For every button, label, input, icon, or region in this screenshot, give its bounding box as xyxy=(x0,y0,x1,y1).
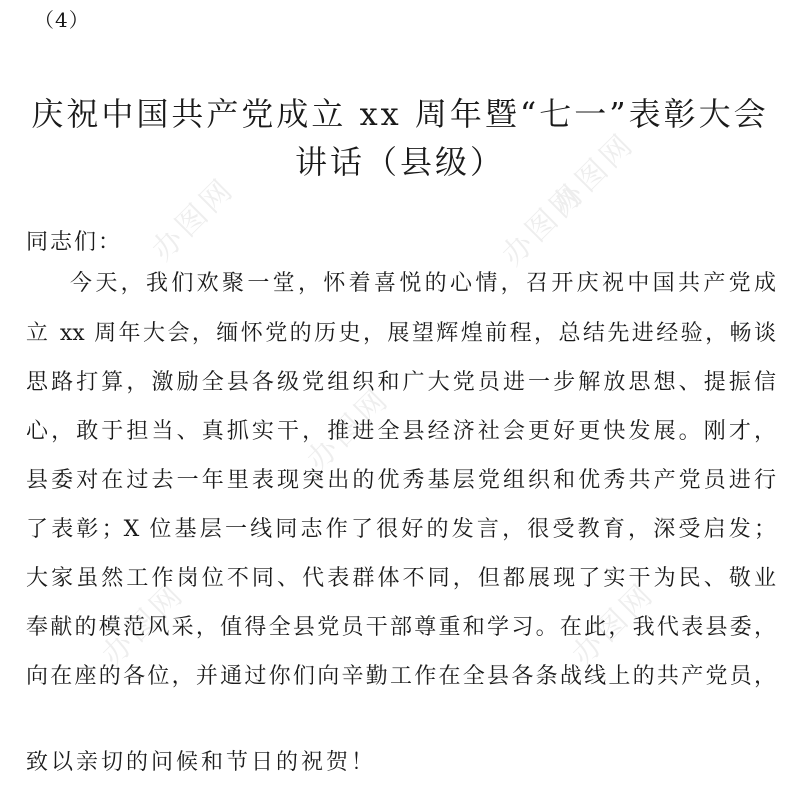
page-number: （4） xyxy=(34,8,90,32)
watermark: 办图网 xyxy=(95,576,192,673)
salutation: 同志们： xyxy=(26,230,123,255)
body-line: 了表彰；X 位基层一线同志作了很好的发言，很受教育，深受启发； xyxy=(26,517,776,542)
watermark: 办图网 xyxy=(495,176,592,273)
body-line: 心，敢于担当、真抓实干，推进全县经济社会更好更快发展。刚才， xyxy=(26,419,776,444)
closing-line: 致以亲切的问候和节日的祝贺！ xyxy=(26,750,377,775)
watermark: 办图网 xyxy=(145,171,242,268)
body-line: 今天，我们欢聚一堂，怀着喜悦的心情，召开庆祝中国共产党成 xyxy=(70,271,776,296)
watermark: 办图网 xyxy=(565,576,662,673)
body-line: 立 xx 周年大会，缅怀党的历史，展望辉煌前程，总结先进经验，畅谈 xyxy=(26,321,776,346)
body-line: 奉献的模范风采，值得全县党员干部尊重和学习。在此，我代表县委， xyxy=(26,615,776,640)
watermark: 办图网 xyxy=(300,381,397,478)
body-line: 向在座的各位，并通过你们向辛勤工作在全县各条战线上的共产党员， xyxy=(26,664,776,689)
watermark: 办图网 xyxy=(545,126,642,223)
body-line: 大家虽然工作岗位不同、代表群体不同，但都展现了实干为民、敬业 xyxy=(26,566,776,591)
document-title-line-2: 讲话（县级） xyxy=(294,143,505,181)
body-line: 县委对在过去一年里表现突出的优秀基层党组织和优秀共产党员进行 xyxy=(26,468,776,493)
body-line: 思路打算，激励全县各级党组织和广大党员进一步解放思想、提振信 xyxy=(26,370,776,395)
document-title-line-1: 庆祝中国共产党成立 xx 周年暨“七一”表彰大会 xyxy=(31,95,769,133)
